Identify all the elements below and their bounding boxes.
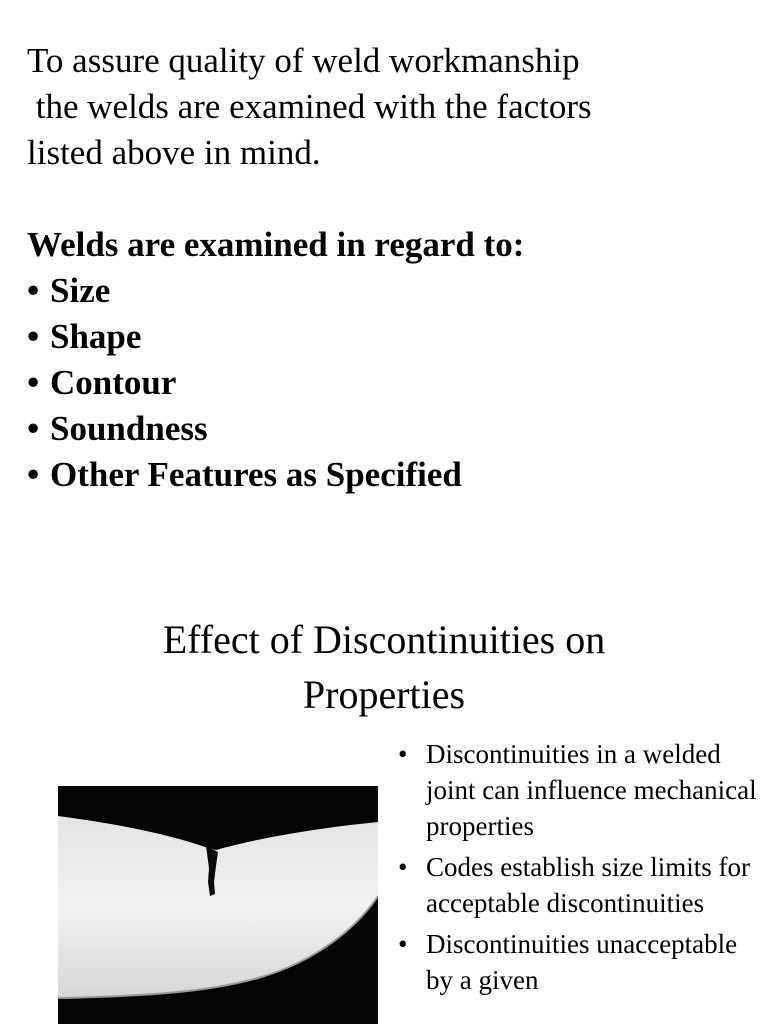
right-bullet-list: [398, 736, 768, 1003]
list-item-label: Contour: [50, 363, 177, 402]
bullet-icon: •: [398, 739, 408, 769]
list-item: [398, 849, 768, 921]
bullet-icon: •: [27, 409, 40, 448]
bullet-icon: •: [27, 455, 40, 494]
list-item-label: Size: [50, 271, 111, 310]
list-item-label: Other Features as Specified: [50, 455, 462, 494]
weld-photo: [58, 786, 378, 1024]
weld-cross-section-image: [58, 786, 378, 1024]
list-item-label: Soundness: [50, 409, 208, 448]
bullet-icon: •: [398, 929, 408, 959]
bullet-icon: •: [27, 363, 40, 402]
list-item: [27, 452, 747, 498]
list-item-text: Discontinuities unacceptable by a given: [426, 929, 738, 995]
examined-heading: Welds are examined in regard to:: [27, 225, 525, 264]
list-item-text: Codes establish size limits for acceptable discontinuities: [426, 852, 750, 918]
intro-line-2: the welds are examined with the factors: [27, 87, 592, 126]
bullet-icon: •: [27, 271, 40, 310]
list-item-label: Shape: [50, 317, 142, 356]
paragraph-spacer: [27, 176, 747, 222]
list-item: [27, 268, 747, 314]
section-title-line-2: Properties: [302, 672, 466, 717]
intro-line-3: listed above in mind.: [27, 133, 321, 172]
bullet-icon: •: [398, 852, 408, 882]
section-title: [0, 612, 768, 722]
bullet-icon: •: [27, 317, 40, 356]
top-paragraph: [27, 38, 747, 498]
section-title-line-1: Effect of Discontinuities on: [162, 617, 606, 662]
list-item: [27, 406, 747, 452]
list-item: [398, 736, 768, 844]
intro-line-1: To assure quality of weld workmanship: [27, 41, 580, 80]
list-item: [27, 314, 747, 360]
examined-list: [27, 268, 747, 498]
list-item: [398, 926, 768, 998]
list-item-text: Discontinuities in a welded joint can influence mechanical properties: [426, 739, 757, 841]
list-item: [27, 360, 747, 406]
